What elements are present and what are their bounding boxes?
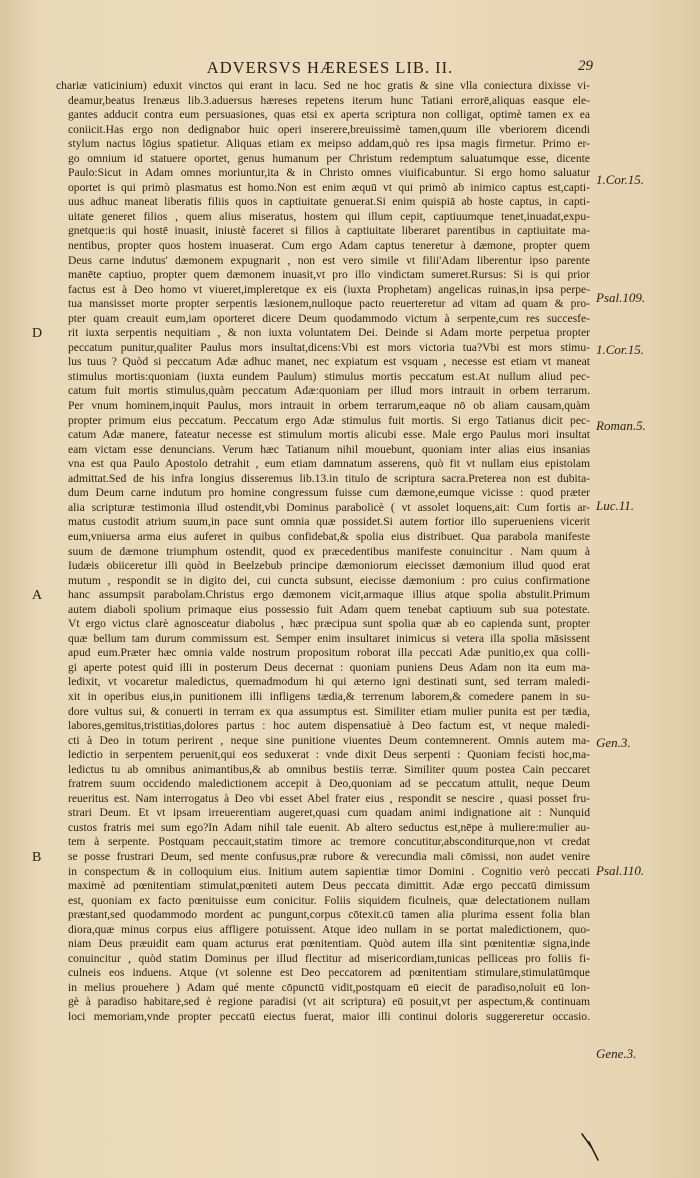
page-number: 29: [578, 58, 593, 74]
running-header: ADVERSVS HÆRESES LIB. II.: [206, 58, 454, 77]
text-line: alia scripturæ testimonia illud ostendit,vbi Dominus parabolicè ( vt assolet loquens,ait: Cum fortis ar-: [68, 500, 590, 514]
margin-reference: 1.Cor.15.: [596, 172, 645, 187]
text-line: mutum , respondit se in digito dei, cui cuncta subsunt, eiecisse dæmonium : pro cuius confirmatione: [68, 573, 590, 587]
text-line: in melius prouehere ) Adam qué mente cōpunctū vidit,postquam eū eiecit de paradiso,noluit eū lon-: [68, 980, 590, 994]
text-line: uitate generet filios , quem alius miseratus, hostem qui illum cepit, captiuumque tenet,inuadat,expu-: [68, 209, 590, 223]
margin-reference: Roman.5.: [596, 418, 646, 433]
text-line: ledixit, vt vocaretur maledictus, quemadmodum hi qui æterno igni destinati sunt, sed terram maledi-: [68, 675, 590, 689]
text-line: tem à serpente. Postquam peccauit,statim timore ac tremore concutitur,absconditurque,non vt credat: [68, 835, 590, 849]
text-line: [56, 1025, 590, 1040]
text-line: stylum nactus lōgius spatietur. Aliquas etiam ex meipso addam,quò res ipsa magis firmetur. Primo er-: [68, 137, 590, 151]
text-line: propter primum eius peccatum. Peccatum ergo Adæ stimulus fuit mortis. Si ergo Tatianus dicit pec-: [68, 413, 590, 427]
text-line: hanc assumpsit parabolam.Christus ergo dæmonem vicit,armaque illius atque spolia abstulit.Primum: [68, 588, 590, 602]
text-line: cti à Deo in totum perirent , neque sine punitione viuentes Deum contemnerent. Omnis autem ma-: [68, 733, 590, 747]
text-line: factus est à Deo homo vt viueret,impleretque ex eis (iuxta Prophetam) angelicas ruinas,in ipsa perpe-: [68, 282, 590, 296]
text-line: eam victam esse denuncians. Verum hæc Tatianum nihil mouebunt, quoniam inter alias eius insanias: [68, 442, 590, 456]
text-line: ledictio in serpentem peruenit,qui eos seduxerat : vnde dixit Deus serpenti : Quoniam fecisti hoc,ma-: [68, 748, 590, 762]
text-line: Paulo:Sicut in Adam omnes moriuntur,ita & in Christo omnes viuificabuntur. Si ergo homo saluatur: [68, 166, 590, 180]
text-line: diora,quæ minus corpus eius affligere potuissent. Atque ideo nullam in se portat maledictionem, quo-: [68, 922, 590, 936]
text-line: catum fuit mortis stimulus,quàm peccatum Adæ:quoniam per illud mors intrauit in orbem terrarum.: [68, 384, 590, 398]
text-line: custos fratris mei sum ego?In Adam nihil tale euenit. Ab altero seductus est,nēpe à muliere:mulier au-: [68, 820, 590, 834]
text-line: rit iuxta serpentis nequitiam , & non iuxta voluntatem Dei. Deinde si Adam morte perpetua propter: [68, 326, 590, 340]
margin-reference: Gene.3.: [596, 1046, 637, 1061]
margin-reference: 1.Cor.15.: [596, 342, 645, 357]
text-line: tua mansisset morte propter serpentis læsionem,nulloque pacto reuerteretur ad vitam ad quam & pro-: [68, 297, 590, 311]
text-line: coniicit.Has ergo non dedignabor huic operi inserere,breuissimè tamen,quum ille vberiorem dicendi: [68, 122, 590, 136]
text-line: loci memoriam,vnde propter peccatū eiectus fuerat, maior illi continui doloris suggereretur occasio.: [68, 1010, 590, 1023]
text-line: deamur,beatus Irenæus lib.3.aduersus hæreses repetens iterum hunc Tatiani errorē,aliquas easque ele-: [68, 93, 590, 107]
text-line: reueritus est. Nam interrogatus à Deo vbi esset Abel frater eius , respondit se nescire , quasi posset fru-: [68, 791, 590, 805]
text-line: strari Deum. Et vt ipsam irreuerentiam augeret,quasi cum quadam animi indignatione ait : Nunquid: [68, 806, 590, 820]
text-line: lus tuus ? Quòd si peccatum Adæ adhuc manet, nec expiatum est vsquam , necesse est etiam vt maneat: [68, 355, 590, 369]
margin-reference: Gen.3.: [596, 735, 631, 750]
section-letter-d: D: [32, 326, 43, 341]
text-line: go omnium id statuere oportet, genus humanum per Christum redemptum saluatumque esse, dicente: [68, 151, 590, 165]
text-line: gnetque:is qui hostē inuasit, iniustè faceret si filios à captiuitate liberaret parentibus in captiuitate ma-: [68, 224, 590, 238]
section-letter-a: A: [32, 588, 43, 603]
text-line: gi aperte potest quid illi in posterum Deus decernat : quoniam puniens Deus Adam non ita eum ma-: [68, 660, 590, 674]
text-line: chariæ vaticinium) eduxit vinctos qui erant in lacu. Sed ne hoc gratis & sine vlla coniectura dixisse vi-: [56, 79, 590, 92]
text-line: est, quoniam ex facto pœnituisse eum conicitur. Foliis siquidem ficulneis, quæ delectationem nullam: [68, 893, 590, 907]
text-line: labores,gemitus,tristitias,dolores partus : hoc autem dispensatiuè à Deo factum est, vt neque maledi-: [68, 719, 590, 733]
text-line: matus custodit atrium suum,in pace sunt omnia quæ possidet.Si autem fortior illo superueniens vicerit: [68, 515, 590, 529]
text-line: præstant,sed quodammodo mordent ac pungunt,corpus cōtexit.cū tamen alia plurima essent folia blan: [68, 908, 590, 922]
text-line: catum Adæ manere, fateatur necesse est stimulum mortis alicubi esse. Male ergo Paulus mori insultat: [68, 428, 590, 442]
text-line: gantes adducit contra eum persuasiones, quas etsi ex aperta scriptura non colligat, optimè tamen ex ea: [68, 108, 590, 122]
text-line: Iudæis obiiceretur illi quòd in Beelzebub principe dæmoniorum eiecisset dæmonium illud quod erat: [68, 559, 590, 573]
section-letter-b: B: [32, 850, 42, 865]
text-line: uus adhuc maneat liberatis filiis quos in captiuitate genuerat.Si enim quispiā ab hoste captus, in capti-: [68, 195, 590, 209]
text-line: Per vnum hominem,inquit Paulus, mors intrauit in orbem terrarum,eaque nō ob aliam causam,quàm: [68, 399, 590, 413]
text-line: nentibus, propter quos hostem inuaserat. Cum ergo Adam captus teneretur à dæmone, propter quem: [68, 239, 590, 253]
text-line: niam Deus præuidit eam quam acturus erat pœnitentiam. Quòd autem illa sint pœnitentiæ signa,inde: [68, 937, 590, 951]
text-line: culneis eos induens. Atque (vt solenne est Deo peccatorem ad pœnitentiam stimulare,stimulatūmque: [68, 966, 590, 980]
text-line: eum,vniuersa arma eius auferet in quibus confidebat,& spolia eius distribuet. Qua parabola manifeste: [68, 529, 590, 543]
text-line: fratrem suum occidendo maledictionem accepit à Deo,quoniam ad se peccatum attulit, neque Deum: [68, 777, 590, 791]
text-line: autem diaboli spolium primaque eius possessio fuit Adam quem tenebat captiuum sub sua potestate.: [68, 602, 590, 616]
text-line: admittat.Sed de his infra longius disseremus lib.13.in titulo de scriptura sacra.Preterea non est dubita-: [68, 471, 590, 485]
text-line: dore vultus sui, & conuerti in terram ex qua assumptus est. Similiter etiam mulier punita est per tædia,: [68, 704, 590, 718]
text-line: maximè ad pœnitentiam stimulat,pœniteti autem Deus peccata dimittit. Adæ ergo peccatū dimissum: [68, 879, 590, 893]
text-line: suum de dæmone triumphum ostendit, quod ex præcedentibus manifeste conuincitur . Nam quum à: [68, 544, 590, 558]
text-line: quæ bellum tam durum commissum est. Semper enim insultaret inimicus si vetera illa spolia māsissent: [68, 631, 590, 645]
text-line: pter quam creauit eum,iam oporteret dicere Deum quodammodo victum à serpente,cum res succesfe-: [68, 311, 590, 325]
text-line: conuincitur , quòd statim Dominus per illud flectitur ad misericordiam,tunicas pelliceas pro foliis fi-: [68, 951, 590, 965]
text-line: se posse frustrari Deum, sed mente confusus,præ rubore & verecundia mali cōmissi, non audet venire: [68, 849, 590, 863]
text-line: oportet is qui primò plasmatus est homo.Non est enim æquū vt qui primò ab inimico captus est,capti-: [68, 180, 590, 194]
text-line: dum Deum carne indutum pro homine congressum fuisse cum dæmone,eumque vicisse : quod præter: [68, 486, 590, 500]
text-line: in conspectum & in colloquium eius. Initium autem sapientiæ timor Domini . Cognitio verò peccati: [68, 864, 590, 878]
text-line: gè à paradiso habitare,sed è regione paradisi (vt ait scriptura) eū posuit,vt per aspectum,& continuam: [68, 995, 590, 1009]
margin-reference: Luc.11.: [596, 498, 635, 513]
text-line: stimulus mortis:quoniam (iuxta eundem Paulum) stimulus mortis peccatum est.At nullum aliud pec-: [68, 369, 590, 383]
text-line: Vt ergo victus clarè agnosceatur diabolus , hæc præcipua sunt spolia quæ ab eo capienda sunt, propter: [68, 617, 590, 631]
margin-reference: Psal.110.: [596, 863, 645, 878]
text-line: ledictus tu ab omnibus animantibus,& ab omnibus bestiis terræ. Similiter quum postea Cain peccaret: [68, 762, 590, 776]
text-line: xit in operibus eius,in punitionem illi infligens tædia,& terrenum laborem,& comedere panem in su-: [68, 689, 590, 703]
text-line: peccatum punitur,qualiter Paulus mors insultat,dicens:Vbi est mors victoria tua?Vbi est mors stimu-: [68, 340, 590, 354]
text-line: apud eum.Præter hæc omnia valde nostrum propositum roborat illa peccati Adæ punitio,ex qua colli-: [68, 646, 590, 660]
ink-stroke: [574, 1132, 614, 1162]
text-line: manēte captiuo, propter quem dæmonem inuasit,vt pro illo vindictam sumeret.Rursus: Si is qui prior: [68, 268, 590, 282]
body-text: [56, 79, 590, 1039]
margin-reference: Psal.109.: [596, 290, 646, 305]
text-line: vna est qua Paulo Apostolo detrahit , eum etiam damnatum asserens, quò fit vt nullam eius epistolam: [68, 457, 590, 471]
text-line: Deus carne indutus' dæmonem expugnarit , non est vero simile vt filii'Adam liberentur ipso parente: [68, 253, 590, 267]
